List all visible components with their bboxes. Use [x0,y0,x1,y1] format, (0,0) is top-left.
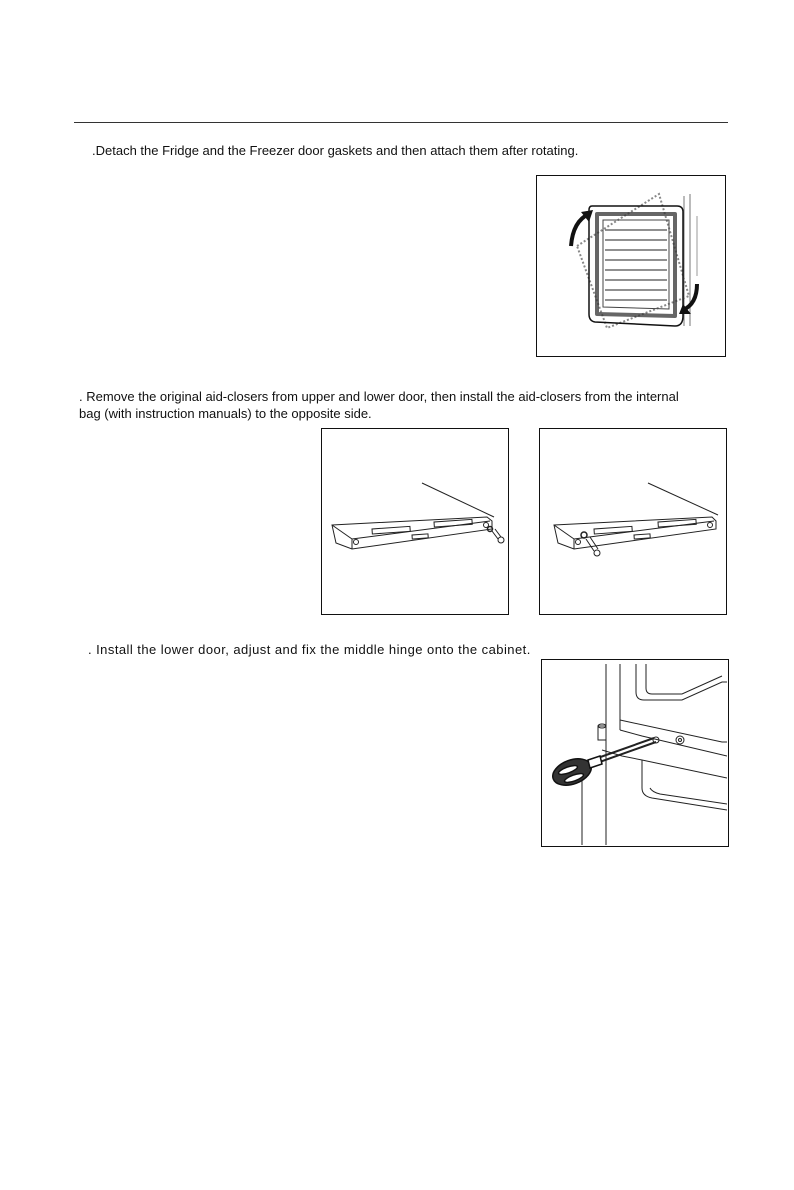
aid-closer-install-illustration [539,428,727,615]
step-aid-closers-text [79,388,679,422]
aid-closer-removal-illustration [321,428,509,615]
step-aid-closers-line-2: bag (with instruction manuals) to the opposite side. [79,406,372,421]
middle-hinge-illustration [541,659,729,847]
header-rule [74,122,728,123]
step-gasket-text: .Detach the Fridge and the Freezer door gaskets and then attach them after rotating. [92,143,579,158]
step-lower-door-text: . Install the lower door, adjust and fix the middle hinge onto the cabinet. [88,642,531,657]
gasket-rotation-illustration [536,175,726,357]
step-aid-closers-line-1: . Remove the original aid-closers from upper and lower door, then install the aid-closers from the internal [79,389,679,404]
